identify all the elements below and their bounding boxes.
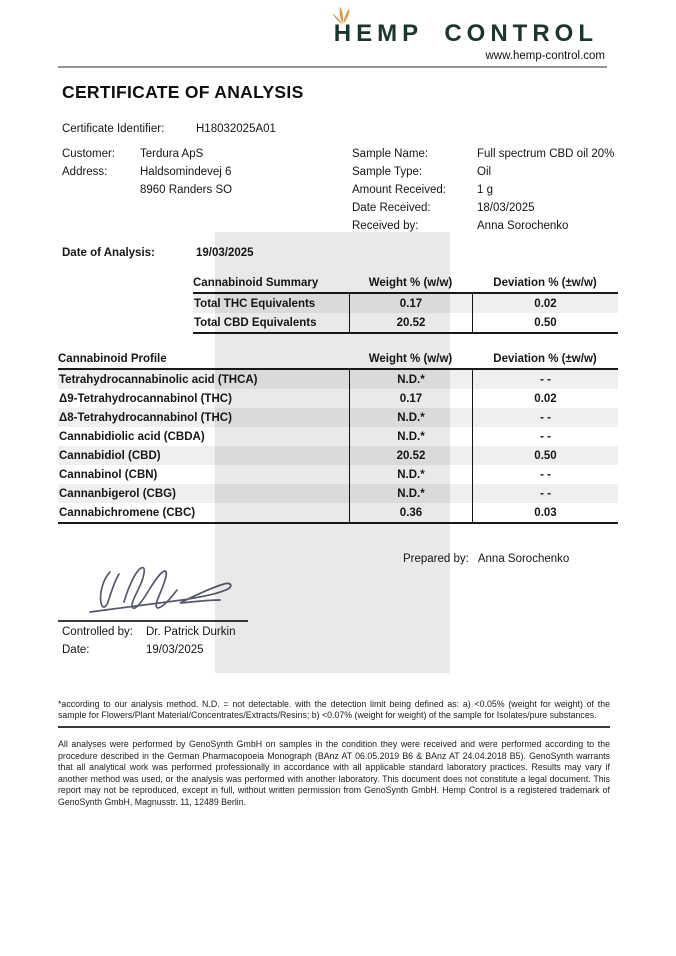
- analyte-name: Cannabidiolic acid (CBDA): [59, 430, 205, 443]
- weight-value: N.D.*: [349, 484, 472, 503]
- sample-type-value: Oil: [477, 166, 492, 178]
- controlled-by-row: [62, 624, 235, 642]
- sample-name-label: Sample Name:: [352, 148, 429, 160]
- address-row-2: [62, 181, 232, 199]
- handwritten-signature: [80, 556, 240, 620]
- table-row: [58, 408, 618, 427]
- customer-row: [62, 145, 232, 163]
- date-of-analysis-label: Date of Analysis:: [62, 247, 155, 259]
- brand-text: HEMP CONTROL: [333, 20, 598, 47]
- analyte-name: Cannabichromene (CBC): [59, 506, 196, 519]
- control-date-row: [62, 642, 235, 660]
- customer-label: Customer:: [62, 148, 116, 160]
- prepared-by-row: [403, 553, 569, 565]
- table-row: [58, 427, 618, 446]
- logo: [334, 20, 598, 48]
- weight-value: 20.52: [349, 446, 472, 465]
- address-line1: Haldsomindevej 6: [140, 166, 232, 178]
- deviation-value: 0.02: [472, 294, 618, 313]
- date-received-row: [352, 199, 614, 217]
- header-divider: [58, 66, 607, 68]
- table-row: [58, 370, 618, 389]
- deviation-value: - -: [472, 484, 618, 503]
- received-by-value: Anna Sorochenko: [477, 220, 569, 232]
- weight-value: N.D.*: [349, 408, 472, 427]
- date-received-label: Date Received:: [352, 202, 431, 214]
- analyte-name: Total THC Equivalents: [194, 297, 316, 310]
- amount-received-value: 1 g: [477, 184, 493, 196]
- sample-name-value: Full spectrum CBD oil 20%: [477, 148, 615, 160]
- table-row: [58, 389, 618, 408]
- sample-name-row: [352, 145, 614, 163]
- deviation-value: 0.50: [472, 313, 618, 332]
- prepared-by-value: Anna Sorochenko: [477, 553, 570, 565]
- received-by-row: [352, 217, 614, 235]
- analyte-name: Tetrahydrocannabinolic acid (THCA): [59, 373, 258, 386]
- sample-type-row: [352, 163, 614, 181]
- address-row: [62, 163, 232, 181]
- weight-value: 0.17: [349, 389, 472, 408]
- date-of-analysis-value: 19/03/2025: [196, 247, 254, 259]
- deviation-value: 0.03: [472, 503, 618, 522]
- customer-block: [62, 145, 232, 199]
- customer-name: Terdura ApS: [140, 148, 204, 160]
- control-date-label: Date:: [62, 643, 90, 656]
- certificate-identifier-value: H18032025A01: [196, 123, 276, 135]
- profile-header-deviation: Deviation % (±w/w): [493, 353, 597, 365]
- deviation-value: - -: [472, 408, 618, 427]
- website-url: www.hemp-control.com: [485, 50, 605, 62]
- received-by-label: Received by:: [352, 220, 419, 232]
- cannabinoid-summary-table: [193, 270, 618, 334]
- summary-header-name: Cannabinoid Summary: [193, 277, 319, 289]
- certificate-identifier-row: [62, 120, 276, 138]
- table-row: [58, 503, 618, 522]
- controlled-by-value: Dr. Patrick Durkin: [146, 626, 236, 638]
- summary-table-header: [193, 270, 618, 294]
- weight-value: 20.52: [349, 313, 472, 332]
- weight-value: 0.17: [349, 294, 472, 313]
- analyte-name: Total CBD Equivalents: [194, 316, 317, 329]
- weight-value: 0.36: [349, 503, 472, 522]
- date-of-analysis-row: [62, 244, 254, 262]
- analyte-name: Cannabinol (CBN): [59, 468, 158, 481]
- analyte-name: Cannabidiol (CBD): [59, 449, 161, 462]
- weight-value: N.D.*: [349, 370, 472, 389]
- prepared-by-label: Prepared by:: [403, 553, 469, 565]
- sample-type-label: Sample Type:: [352, 166, 423, 178]
- weight-value: N.D.*: [349, 427, 472, 446]
- date-received-value: 18/03/2025: [477, 202, 535, 214]
- controlled-by-label: Controlled by:: [62, 626, 133, 638]
- summary-header-deviation: Deviation % (±w/w): [493, 277, 597, 289]
- summary-header-weight: Weight % (w/w): [368, 277, 453, 289]
- deviation-value: - -: [472, 370, 618, 389]
- table-row: [58, 446, 618, 465]
- amount-received-row: [352, 181, 614, 199]
- signature-line: [58, 620, 248, 622]
- page-title: CERTIFICATE OF ANALYSIS: [62, 82, 304, 102]
- profile-header-weight: Weight % (w/w): [368, 353, 453, 365]
- hemp-leaf-icon: [329, 4, 353, 29]
- cannabinoid-profile-table: [58, 346, 618, 524]
- table-row: [58, 465, 618, 484]
- address-line2: 8960 Randers SO: [140, 184, 233, 196]
- certificate-identifier-label: Certificate Identifier:: [62, 123, 165, 135]
- analysis-method-footnote: *according to our analysis method. N.D. = not detectable. with the detection limit being defined as: a) <0.05% (weight for weight) of the sample for Flowers/Plant Material/Concentrates/Extracts/Resins; b) <0.07% (weight for weight) of the sample for Isolates/pure substances.: [58, 699, 610, 728]
- deviation-value: - -: [472, 465, 618, 484]
- amount-received-label: Amount Received:: [352, 184, 446, 196]
- deviation-value: 0.02: [472, 389, 618, 408]
- legal-disclaimer: All analyses were performed by GenoSynth GmbH on samples in the condition they were received and were performed according to the procedure described in the German Pharmacopoeia Monograph (BAnz AT 06.05.2019 B6 & BAnz AT 24.04.2018 B5). GenoSynth warrants that all analytical work was performed professionally in accordance with all applicable standard laboratory practices. Results may vary if another method was used, or the analysis was performed with another laboratory. This document does not constitute a legal document. This report may not be reproduced, except in full, without written permission from GenoSynth GmbH. Hemp Control is a registered trademark of GenoSynth GmbH, Magnusstr. 11, 12489 Berlin.: [58, 739, 610, 807]
- profile-header-name: Cannabinoid Profile: [58, 353, 167, 365]
- analyte-name: Δ8-Tetrahydrocannabinol (THC): [59, 411, 232, 424]
- address-label-spacer: [62, 181, 140, 199]
- table-row: [193, 313, 618, 332]
- address-label: Address:: [62, 166, 108, 178]
- profile-table-header: [58, 346, 618, 370]
- weight-value: N.D.*: [349, 465, 472, 484]
- sample-block: [352, 145, 614, 235]
- control-date-value: 19/03/2025: [146, 643, 204, 656]
- controlled-by-block: [62, 624, 235, 659]
- table-row: [58, 484, 618, 503]
- deviation-value: 0.50: [472, 446, 618, 465]
- analyte-name: Δ9-Tetrahydrocannabinol (THC): [59, 392, 232, 405]
- deviation-value: - -: [472, 427, 618, 446]
- analyte-name: Cannanbigerol (CBG): [59, 487, 176, 500]
- table-row: [193, 294, 618, 313]
